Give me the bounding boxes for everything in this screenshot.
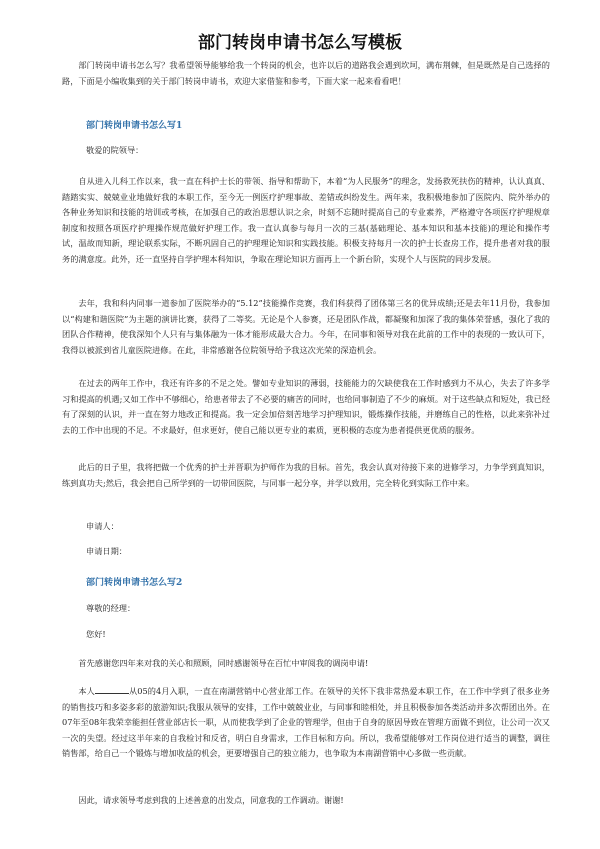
letter2-heading: 部门转岗申请书怎么写2	[86, 578, 183, 588]
letter1-salutation: 敬爱的院领导：	[86, 145, 144, 155]
letter2-paragraph-2	[62, 684, 550, 780]
letter1-paragraph-3: 在过去的两年工作中，我还有许多的不足之处。譬如专业知识的薄弱，技能能力的欠缺使我在工作时感到力不从心，失去了许多学习和提高的机遇;又如工作中不够细心，给患者带去了不必要的痛苦的同时，也给同事制造了不少的麻烦。对于这些缺点和短处，我已经有了深刻的认识，并一直在努力地改正和提高。我一定会加倍刻苦地学习护理知识，锻炼操作技能，并磨练自己的性格，以此来弥补过去的工作中出现的不足。不求最好，但求更好，使自己能以更专业的素质，更积极的态度为患者提供更优质的服务。	[62, 378, 550, 435]
letter1-paragraph-2: 去年，我和科内同事一道参加了医院举办的“5.12”技能操作竞赛，我们科获得了团体第三名的优异成绩;还是去年11月份，我参加以“构建和谐医院”为主题的演讲比赛，获得了二等奖。无论是个人参赛，还是团队作战，都凝聚和加深了我的集体荣誉感，强化了我的团队合作精神，使我深知个人只有与集体融为一体才能形成最大合力。今年，在同事和领导对我在此前的工作中的表现的一致认可下，我得以被派到省儿童医院进修。在此，非常感谢各位院领导给予我这次光荣的深造机会。	[62, 298, 550, 355]
letter1-paragraph-1: 自从进入儿科工作以来，我一直在科护士长的带领、指导和帮助下，本着“为人民服务”的理念，发扬救死扶伤的精神，认认真真、踏踏实实、兢兢业业地做好我的本职工作，至今无一例医疗护理事故、差错或纠纷发生。两年来，我积极地参加了医院内、院外举办的各种业务知识和技能的培训或考核，在加强自己的政治思想认识之余，时刻不忘随时提高自己的专业素养，严格遵守各项医疗护理规章制度和按照各项医疗护理操作规范做好护理工作。我一直认真参与每月一次的三基(基础理论、基本知识和基本技能)的理论和操作考试，温故而知新，理论联系实际，不断巩固自己的护理理论知识和实践技能。积极支持每月一次的护士长查房工作，提升患者对我的服务的满意度。此外，还一直坚持自学护理本科知识，争取在理论知识方面再上一个新台阶，实现个人与医院的同步发展。	[62, 176, 550, 264]
letter2-paragraph-3: 因此，请求领导考虑到我的上述善意的出发点，同意我的工作调动。谢谢!	[78, 795, 344, 805]
letter2-paragraph-1: 首先感谢您四年来对我的关心和照顾，同时感谢领导在百忙中审阅我的调岗申请!	[78, 658, 369, 668]
letter1-applicant: 申请人：	[86, 521, 119, 531]
letter1-heading: 部门转岗申请书怎么写1	[86, 121, 183, 131]
intro-paragraph: 部门转岗申请书怎么写？我希望领导能够给我一个转岗的机会，也许以后的道路我会遇到坎坷，满布荆棘，但是既然是自己选择的路，下面是小编收集到的关于部门转岗申请书，欢迎大家借鉴和参考，下面大家一起来看看吧！	[62, 60, 550, 86]
letter2-greeting: 您好!	[86, 629, 106, 639]
letter2-paragraph-2-body: 从05的4月入职，一直在南湖营销中心营业部工作。在领导的关怀下我非常热爱本职工作，在工作中学到了很多业务的销售技巧和多姿多彩的旅游知识;我服从领导的安排，工作中兢兢业业，与同事和睦相处，并且积极参加各类活动并多次帮团出外。在07年至08年我荣幸能担任营业部店长一职，从而使我学到了企业的管理学，但由于自身的原因导致在管理方面做不到位，让公司一次又一次的失望。经过这半年来的自我检讨和反省，明白自身需求，工作目标和方向。所以，我希望能够对工作岗位进行适当的调整，调往销售部，给自己一个锻炼与增加收益的机会，更要增强自己的独立能力，也争取为本南湖营销中心多做一些贡献。	[62, 686, 550, 758]
letter1-date: 申请日期：	[86, 546, 127, 556]
page-title: 部门转岗申请书怎么写模板	[198, 33, 402, 53]
name-blank-line	[95, 684, 129, 694]
letter2-paragraph-2-prefix: 本人	[78, 686, 95, 696]
letter1-paragraph-4: 此后的日子里，我将把做一个优秀的护士并晋职为护师作为我的目标。首先，我会认真对待接下来的进修学习，力争学到真知识，练到真功夫;然后，我会把自己所学到的一切带回医院，与同事一起分享，并学以致用，完全转化到实际工作中来。	[62, 462, 550, 488]
letter2-salutation: 尊敬的经理：	[86, 603, 136, 613]
